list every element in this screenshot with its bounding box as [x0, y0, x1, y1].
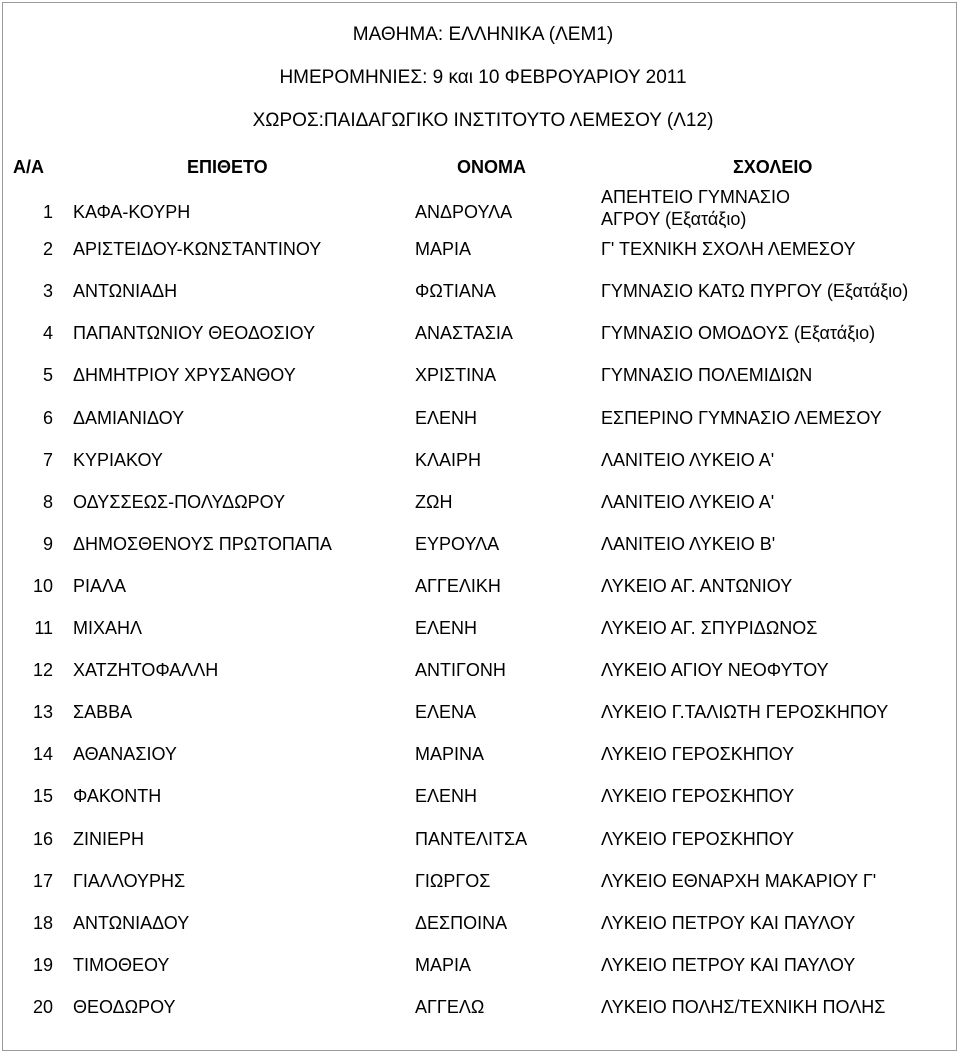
- table-row: [3, 439, 960, 482]
- row-number: 20: [32, 996, 53, 1017]
- row-name: ΕΛΕΝΗ: [415, 786, 478, 807]
- row-number: 11: [34, 618, 53, 638]
- row-number: 16: [32, 828, 53, 849]
- row-school: Γ' ΤΕΧΝΙΚΗ ΣΧΟΛΗ ΛΕΜΕΣΟΥ: [601, 239, 856, 260]
- row-school: ΛΑΝΙΤΕΙΟ ΛΥΚΕΙΟ Β': [601, 533, 776, 554]
- row-surname: ΧΑΤΖΗΤΟΦΑΛΛΗ: [73, 660, 219, 681]
- row-number: 13: [32, 702, 53, 723]
- row-surname: ΠΑΠΑΝΤΩΝΙΟΥ ΘΕΟΔΟΣΙΟΥ: [73, 323, 316, 344]
- row-number: 19: [32, 954, 53, 975]
- row-school: ΛΥΚΕΙΟ ΠΟΛΗΣ/ΤΕΧΝΙΚΗ ΠΟΛΗΣ: [601, 996, 886, 1017]
- row-number: 9: [42, 533, 53, 554]
- row-name: ΜΑΡΙΑ: [415, 954, 472, 975]
- row-number: 8: [42, 491, 53, 512]
- table-row: [3, 186, 960, 229]
- table-row: [3, 228, 960, 271]
- table-row: [3, 270, 960, 313]
- row-name: ΧΡΙΣΤΙΝΑ: [415, 365, 497, 386]
- table-row: [3, 818, 960, 861]
- table-row: [3, 649, 960, 692]
- table-row: [3, 607, 960, 650]
- row-number: 12: [32, 660, 53, 681]
- row-school: ΛΑΝΙΤΕΙΟ ΛΥΚΕΙΟ Α': [601, 491, 775, 512]
- table-row: [3, 397, 960, 440]
- row-surname: ΑΡΙΣΤΕΙΔΟΥ-ΚΩΝΣΤΑΝΤΙΝΟΥ: [73, 239, 322, 260]
- row-surname: ΔΗΜΟΣΘΕΝΟΥΣ ΠΡΩΤΟΠΑΠΑ: [73, 533, 332, 554]
- table-row: [3, 312, 960, 355]
- row-surname: ΤΙΜΟΘΕΟΥ: [73, 954, 170, 975]
- row-school: ΛΑΝΙΤΕΙΟ ΛΥΚΕΙΟ Α': [601, 449, 775, 470]
- row-surname: ΖΙΝΙΕΡΗ: [73, 828, 145, 849]
- row-school: ΛΥΚΕΙΟ ΑΓ. ΣΠΥΡΙΔΩΝΟΣ: [601, 618, 818, 638]
- row-school: ΛΥΚΕΙΟ ΓΕΡΟΣΚΗΠΟΥ: [601, 744, 795, 765]
- row-number: 2: [42, 239, 53, 260]
- row-number: 4: [42, 323, 53, 344]
- row-surname: ΔΑΜΙΑΝΙΔΟΥ: [73, 407, 185, 428]
- row-number: 6: [42, 407, 53, 428]
- row-school: ΛΥΚΕΙΟ ΕΘΝΑΡΧΗ ΜΑΚΑΡΙΟΥ Γ': [601, 870, 877, 891]
- row-number: 14: [32, 744, 53, 765]
- row-name: ΕΛΕΝΑ: [415, 702, 477, 723]
- table-row: [3, 860, 960, 903]
- row-school: ΛΥΚΕΙΟ ΑΓ. ΑΝΤΩΝΙΟΥ: [601, 575, 793, 596]
- table-row: [3, 944, 960, 987]
- row-name: ΑΝΑΣΤΑΣΙΑ: [415, 323, 513, 344]
- row-surname: ΘΕΟΔΩΡΟΥ: [73, 996, 176, 1017]
- row-surname: ΚΑΦΑ-ΚΟΥΡΗ: [73, 202, 191, 222]
- row-name: ΑΝΔΡΟΥΛΑ: [415, 202, 513, 222]
- row-name: ΕΛΕΝΗ: [415, 407, 478, 428]
- row-name: ΚΛΑΙΡΗ: [415, 449, 482, 470]
- row-number: 15: [32, 786, 53, 807]
- row-school: ΓΥΜΝΑΣΙΟ ΚΑΤΩ ΠΥΡΓΟΥ (Εξατάξιο): [601, 281, 909, 302]
- row-school: ΛΥΚΕΙΟ ΓΕΡΟΣΚΗΠΟΥ: [601, 828, 795, 849]
- row-school: ΛΥΚΕΙΟ Γ.ΤΑΛΙΩΤΗ ΓΕΡΟΣΚΗΠΟΥ: [601, 702, 889, 723]
- row-number: 5: [42, 365, 53, 386]
- table-row: [3, 733, 960, 776]
- row-name: ΕΥΡΟΥΛΑ: [415, 533, 500, 554]
- row-surname: ΑΘΑΝΑΣΙΟΥ: [73, 744, 177, 765]
- row-surname: ΟΔΥΣΣΕΩΣ-ΠΟΛΥΔΩΡΟΥ: [73, 491, 286, 512]
- row-school: ΛΥΚΕΙΟ ΓΕΡΟΣΚΗΠΟΥ: [601, 786, 795, 807]
- column-header-school: ΣΧΟΛΕΙΟ: [733, 157, 813, 177]
- row-school: ΕΣΠΕΡΙΝΟ ΓΥΜΝΑΣΙΟ ΛΕΜΕΣΟΥ: [601, 407, 882, 428]
- table-row: [3, 354, 960, 397]
- row-surname: ΜΙΧΑΗΛ: [73, 618, 143, 638]
- table-row: [3, 523, 960, 566]
- table-row: [3, 481, 960, 524]
- row-number: 1: [42, 202, 53, 222]
- row-school: ΓΥΜΝΑΣΙΟ ΠΟΛΕΜΙΔΙΩΝ: [601, 365, 813, 386]
- row-name: ΔΕΣΠΟΙΝΑ: [415, 912, 508, 933]
- row-number: 18: [32, 912, 53, 933]
- row-name: ΑΝΤΙΓΟΝΗ: [415, 660, 506, 681]
- row-surname: ΑΝΤΩΝΙΑΔΟΥ: [73, 912, 190, 933]
- row-surname: ΓΙΑΛΛΟΥΡΗΣ: [73, 870, 186, 891]
- row-surname: ΔΗΜΗΤΡΙΟΥ ΧΡΥΣΑΝΘΟΥ: [73, 365, 296, 386]
- row-number: 17: [32, 870, 53, 891]
- table-row: [3, 986, 960, 1029]
- row-name: ΜΑΡΙΝΑ: [415, 744, 485, 765]
- table-row: [3, 902, 960, 945]
- row-school: ΛΥΚΕΙΟ ΠΕΤΡΟΥ ΚΑΙ ΠΑΥΛΟΥ: [601, 954, 856, 975]
- table-row: [3, 691, 960, 734]
- row-name: ΑΓΓΕΛΩ: [415, 996, 485, 1017]
- row-surname: ΣΑΒΒΑ: [73, 702, 133, 723]
- table-row: [3, 775, 960, 818]
- column-header-name: ΟΝΟΜΑ: [457, 157, 526, 177]
- row-name: ΦΩΤΙΑΝΑ: [415, 281, 496, 302]
- row-name: ΕΛΕΝΗ: [415, 618, 478, 638]
- column-header-index: Α/Α: [13, 157, 44, 177]
- row-name: ΖΩΗ: [415, 491, 453, 512]
- row-number: 3: [42, 281, 53, 302]
- row-surname: ΑΝΤΩΝΙΑΔΗ: [73, 281, 178, 302]
- row-name: ΑΓΓΕΛΙΚΗ: [415, 575, 501, 596]
- row-number: 7: [42, 449, 53, 470]
- row-school: ΛΥΚΕΙΟ ΑΓΙΟΥ ΝΕΟΦΥΤΟΥ: [601, 660, 829, 681]
- place-title: ΧΩΡΟΣ:ΠΑΙΔΑΓΩΓΙΚΟ ΙΝΣΤΙΤΟΥΤΟ ΛΕΜΕΣΟΥ (Λ12): [252, 110, 714, 131]
- row-name: ΜΑΡΙΑ: [415, 239, 472, 260]
- row-school: ΑΠΕΗΤΕΙΟ ΓΥΜΝΑΣΙΟ ΑΓΡΟΥ (Εξατάξιο): [601, 187, 791, 229]
- row-surname: ΦΑΚΟΝΤΗ: [73, 786, 162, 807]
- row-surname: ΚΥΡΙΑΚΟΥ: [73, 449, 163, 470]
- row-school: ΛΥΚΕΙΟ ΠΕΤΡΟΥ ΚΑΙ ΠΑΥΛΟΥ: [601, 912, 856, 933]
- document-sheet: [2, 2, 957, 1051]
- row-surname: ΡΙΑΛΑ: [73, 575, 127, 596]
- row-name: ΓΙΩΡΓΟΣ: [415, 870, 491, 891]
- row-number: 10: [32, 575, 53, 596]
- column-header-surname: ΕΠΙΘΕΤΟ: [187, 157, 268, 177]
- dates-title: ΗΜΕΡΟΜΗΝΙΕΣ: 9 και 10 ΦΕΒΡΟΥΑΡΙΟΥ 2011: [279, 67, 687, 88]
- table-row: [3, 565, 960, 608]
- row-school: ΓΥΜΝΑΣΙΟ ΟΜΟΔΟΥΣ (Εξατάξιο): [601, 323, 876, 344]
- course-title: ΜΑΘΗΜΑ: ΕΛΛΗΝΙΚΑ (ΛΕΜ1): [352, 24, 614, 45]
- row-name: ΠΑΝΤΕΛΙΤΣΑ: [415, 828, 528, 849]
